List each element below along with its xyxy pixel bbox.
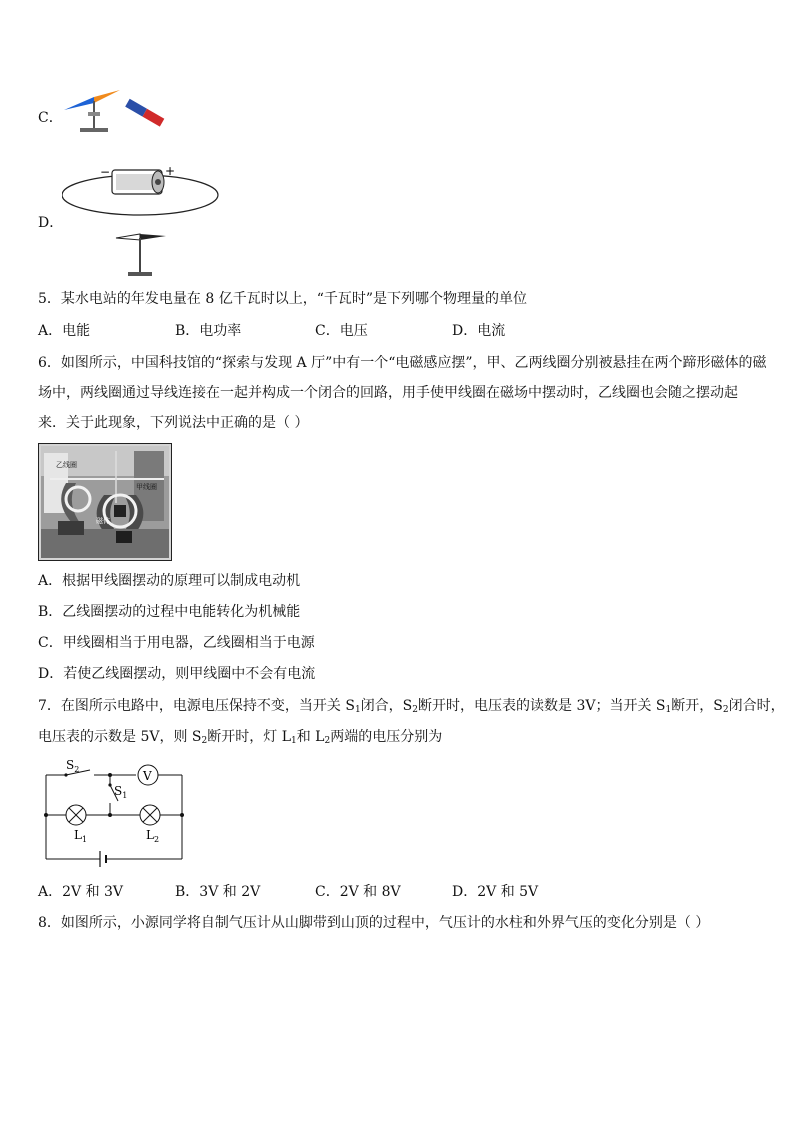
q6-option-d: D．若使乙线圈摆动，则甲线圈中不会有电流 [38,666,316,682]
voltmeter-label: V [143,769,152,783]
q7-option-a: A．2V 和 3V [38,884,124,900]
option-d-label: D． [38,215,64,231]
q8-stem: 8．如图所示，小源同学将自制气压计从山脚带到山顶的过程中，气压计的水柱和外界气压的变化分别是（ ） [38,915,710,931]
q5-stem: 5．某水电站的年发电量在 8 亿千瓦时以上，“千瓦时”是下列哪个物理量的单位 [38,291,528,307]
electromagnetic-pendulum-photo [38,443,172,561]
photo-label-magnet: 磁体 [96,517,110,525]
circuit-label-s1: $S_1$ [114,784,128,800]
photo-label-right-coil: 甲线圈 [136,483,157,491]
compass-needle-and-bar-magnet-figure [60,86,172,138]
battery-plus-label: + [165,164,176,178]
needle-north-half [64,97,94,110]
q7-option-c: C．2V 和 8V [315,884,401,900]
q6-stem-line-3: 来．关于此现象，下列说法中正确的是（ ） [38,415,309,431]
battery-minus-label: − [100,165,111,179]
battery-loop-compass-figure [62,162,222,280]
q7-option-d: D．2V 和 5V [452,884,539,900]
circuit-label-s2: $S_2$ [66,758,80,774]
q6-option-b: B．乙线圈摆动的过程中电能转化为机械能 [38,604,301,620]
q6-stem-line-2: 场中，两线圈通过导线连接在一起并构成一个闭合的回路，用手使甲线圈在磁场中摆动时，乙线圈也会随之摆动起 [38,385,738,401]
circuit-diagram [38,757,188,872]
q6-option-a: A．根据甲线圈摆动的原理可以制成电动机 [38,573,301,589]
photo-label-left-coil: 乙线圈 [56,461,77,469]
q6-option-c: C．甲线圈相当于用电器，乙线圈相当于电源 [38,635,315,651]
q7-stem-line-1: 7．在图所示电路中，电源电压保持不变，当开关 $S_1$闭合，$S_2$断开时，电压表的读数是 3V；当开关 $S_1$断开，$S_2$闭合时， [38,698,785,715]
circuit-label-l1: $L_1$ [74,828,88,844]
bar-magnet [125,99,164,127]
q5-option-b: B．电功率 [175,323,242,339]
needle-south-half [94,90,120,103]
q5-option-c: C．电压 [315,323,368,339]
q7-stem-line-2: 电压表的示数是 5V，则 $S_2$断开时，灯 $L_1$和 $L_2$两端的电压分别为 [38,729,443,746]
circuit-label-l2: $L_2$ [146,828,160,844]
q5-option-a: A．电能 [38,323,91,339]
q7-option-b: B．3V 和 2V [175,884,261,900]
q5-option-d: D．电流 [452,323,506,339]
option-c-label: C． [38,110,63,126]
q6-stem-line-1: 6．如图所示，中国科技馆的“探索与发现 A 厅”中有一个“电磁感应摆”，甲、乙两线圈分别被悬挂在两个蹄形磁体的磁 [38,355,767,371]
